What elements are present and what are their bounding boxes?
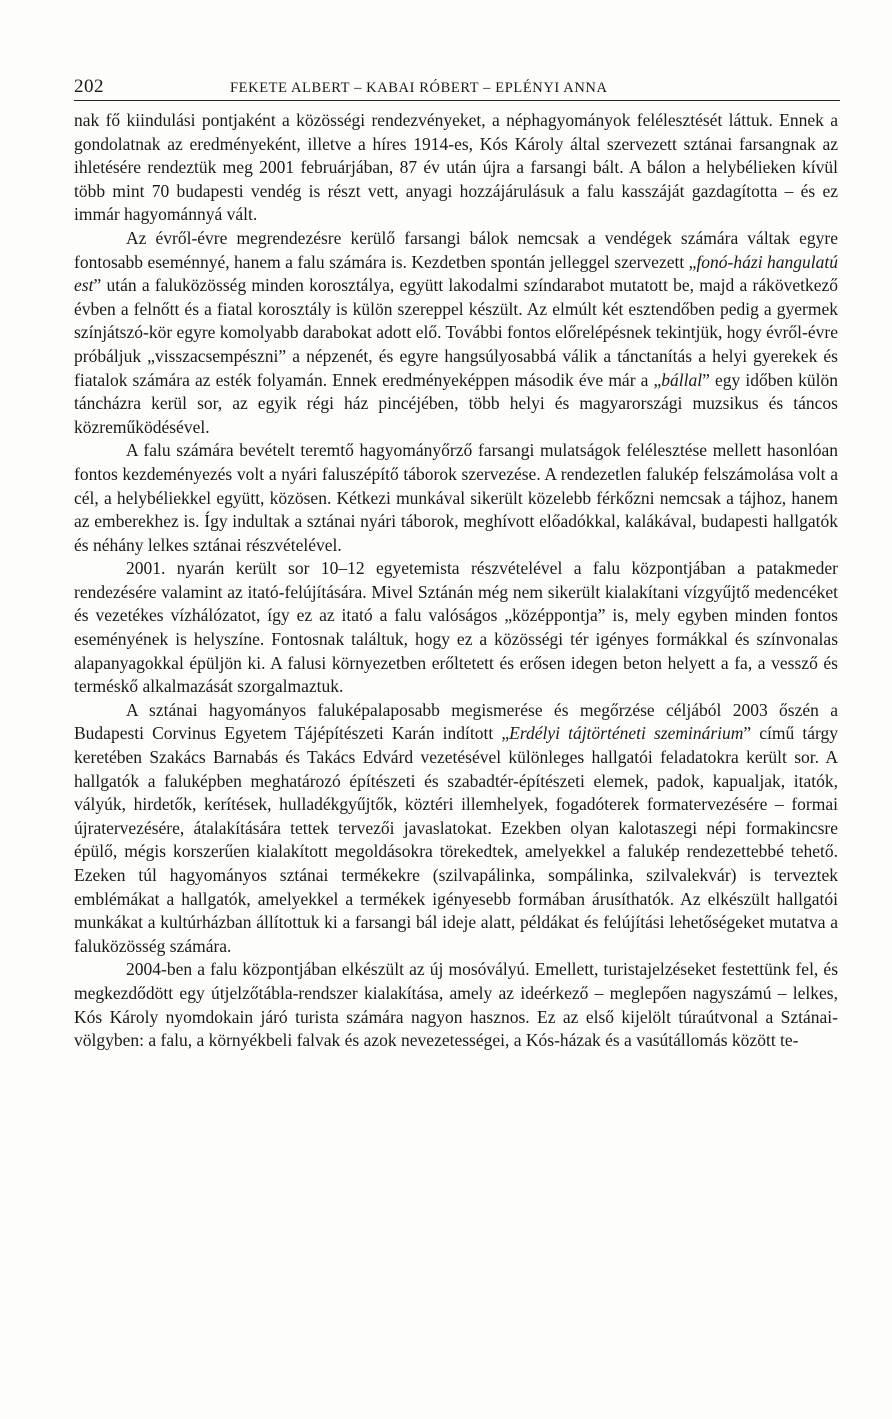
body-text [74,109,838,1053]
paragraph-text: A falu számára bevételt teremtő hagyományőrző farsangi mulatságok felélesztése mellett hasonlóan fontos kezdeményezés volt a nyári faluszépítő táborok szervezése. A rendezetlen falukép felszámolása volt a cél, a helybéliekkel együtt, közösen. Kétkezi munkával sikerült közelebb férkőzni nemcsak a tájhoz, hanem az emberekhez is. Így indultak a sztánai nyári táborok, meghívott előadókkal, kalákával, budapesti hallgatók és néhány lelkes sztánai részvételével. [74,440,838,555]
paragraph [74,699,838,959]
header-authors: FEKETE ALBERT – KABAI RÓBERT – EPLÉNYI ANNA [230,80,608,96]
paragraph [74,439,838,557]
paragraph-text: nak fő kiindulási pontjaként a közösségi rendezvényeket, a néphagyományok felélesztését láttuk. Ennek a gondolatnak az eredményeként, illetve a híres 1914-es, Kós Károly által szervezett sztánai farsangnak az ihletésére rendeztük meg 2001 februárjában, 87 év után újra a farsangi bált. A bálon a helybélieken kívül több mint 70 budapesti vendég is részt vett, anyagi hozzájárulásuk a falu kasszáját gazdagította – és ez immár hagyománnyá vált. [74,110,838,225]
paragraph-text: ” egy időben külön táncházra kerül sor, az egyik régi ház pincéjében, több helyi és magyarországi muzsikus és táncos közreműködésével. [74,369,838,437]
italic-quote: fonó-házi hangulatú est [74,251,838,296]
paragraph [74,109,838,227]
paragraph-text: ” után a faluközösség minden korosztálya, együtt lakodalmi színdarabot mutatott be, majd a rákövetkező évben a felnőtt és a fiatal korosztály is külön szereppel készült. Az elmúlt két esztendőben pedig a gyermek színjátszó-kör egyre komolyabb darabokat adott elő. További fontos előrelépésnek tekintjük, hogy évről-évre próbáljuk „visszacsempészni” a népzenét, és egyre hangsúlyosabbá válik a tánctanítás a helyi gyerekek és fiatalok számára az esték folyamán. Ennek eredményeképpen második éve már a „ [74,275,838,390]
italic-course-title: Erdélyi tájtörténeti szeminárium [509,723,744,744]
running-header [74,76,840,101]
paragraph-text: 2004-ben a falu központjában elkészült az új mosóvályú. Emellett, turistajelzéseket festettünk fel, és megkezdődött egy útjelzőtábla-rendszer kialakítása, amely az ideérkező – meglepően nagyszámú – lelkes, Kós Károly nyomdokain járó turista számára nagyon hasznos. Ez az első kijelölt túraútvonal a Sztánai-völgyben: a falu, a környékbeli falvak és azok nevezetességei, a Kós-házak és a vasútállomás között te- [74,959,838,1051]
paragraph [74,227,838,439]
page-number: 202 [74,76,104,97]
italic-quote: bállal [661,369,703,390]
paragraph-text: ” című tárgy keretében Szakács Barnabás és Takács Edvárd vezetésével különleges hallgatói feladatokra került sor. A hallgatók a faluképben meghatározó építészeti és szabadtér-építészeti elemek, padok, kapualjak, itatók, vályúk, hirdetők, kerítések, hulladékgyűjtők, köztéri illemhelyek, fogadóterek formatervezésére – formai újratervezésére, átalakítására tettek tervezői javaslatokat. Ezekben olyan kalotaszegi népi formakincsre épülő, mégis korszerűen kialakított megoldásokra törekedtek, amelyekkel a falukép rendezettebbé tehető. Ezeken túl hagyományos sztánai termékekre (szilvapálinka, sompálinka, szilvalekvár) is terveztek emblémákat a hallgatók, amelyekkel a termékek igényesebb formában árusíthatók. Az elkészült hallgatói munkákat a kultúrházban állítottuk ki a farsangi bál ideje alatt, példákat és felújítási lehetőségeket mutatva a faluközösség számára. [74,723,839,956]
paragraph-text: 2001. nyarán került sor 10–12 egyetemista részvételével a falu központjában a patakmeder rendezésére valamint az itató-felújítására. Mivel Sztánán még nem sikerült kialakítani vízgyűjtő medencéket és vezetékes vízhálózatot, így ez az itató a falu valóságos „középpontja” is, mely egyben minden fontos eseményének is helyszíne. Fontosnak találtuk, hogy ez a közösségi tér igényes formákkal és színvonalas alapanyagokkal épüljön ki. A falusi környezetben erőltetett és erősen idegen beton helyett a fa, a vessző és terméskő alkalmazását szorgalmaztuk. [74,558,838,697]
paragraph [74,557,838,699]
paragraph-text: A sztánai hagyományos faluképalaposabb megismerése és megőrzése céljából 2003 őszén a Budapesti Corvinus Egyetem Tájépítészeti Karán indított „ [74,699,838,744]
paragraph-text: Az évről-évre megrendezésre kerülő farsangi bálok nemcsak a vendégek számára váltak egyre fontosabb eseménnyé, hanem a falu számára is. Kezdetben spontán jelleggel szervezett „ [74,227,838,272]
paragraph [74,958,838,1052]
